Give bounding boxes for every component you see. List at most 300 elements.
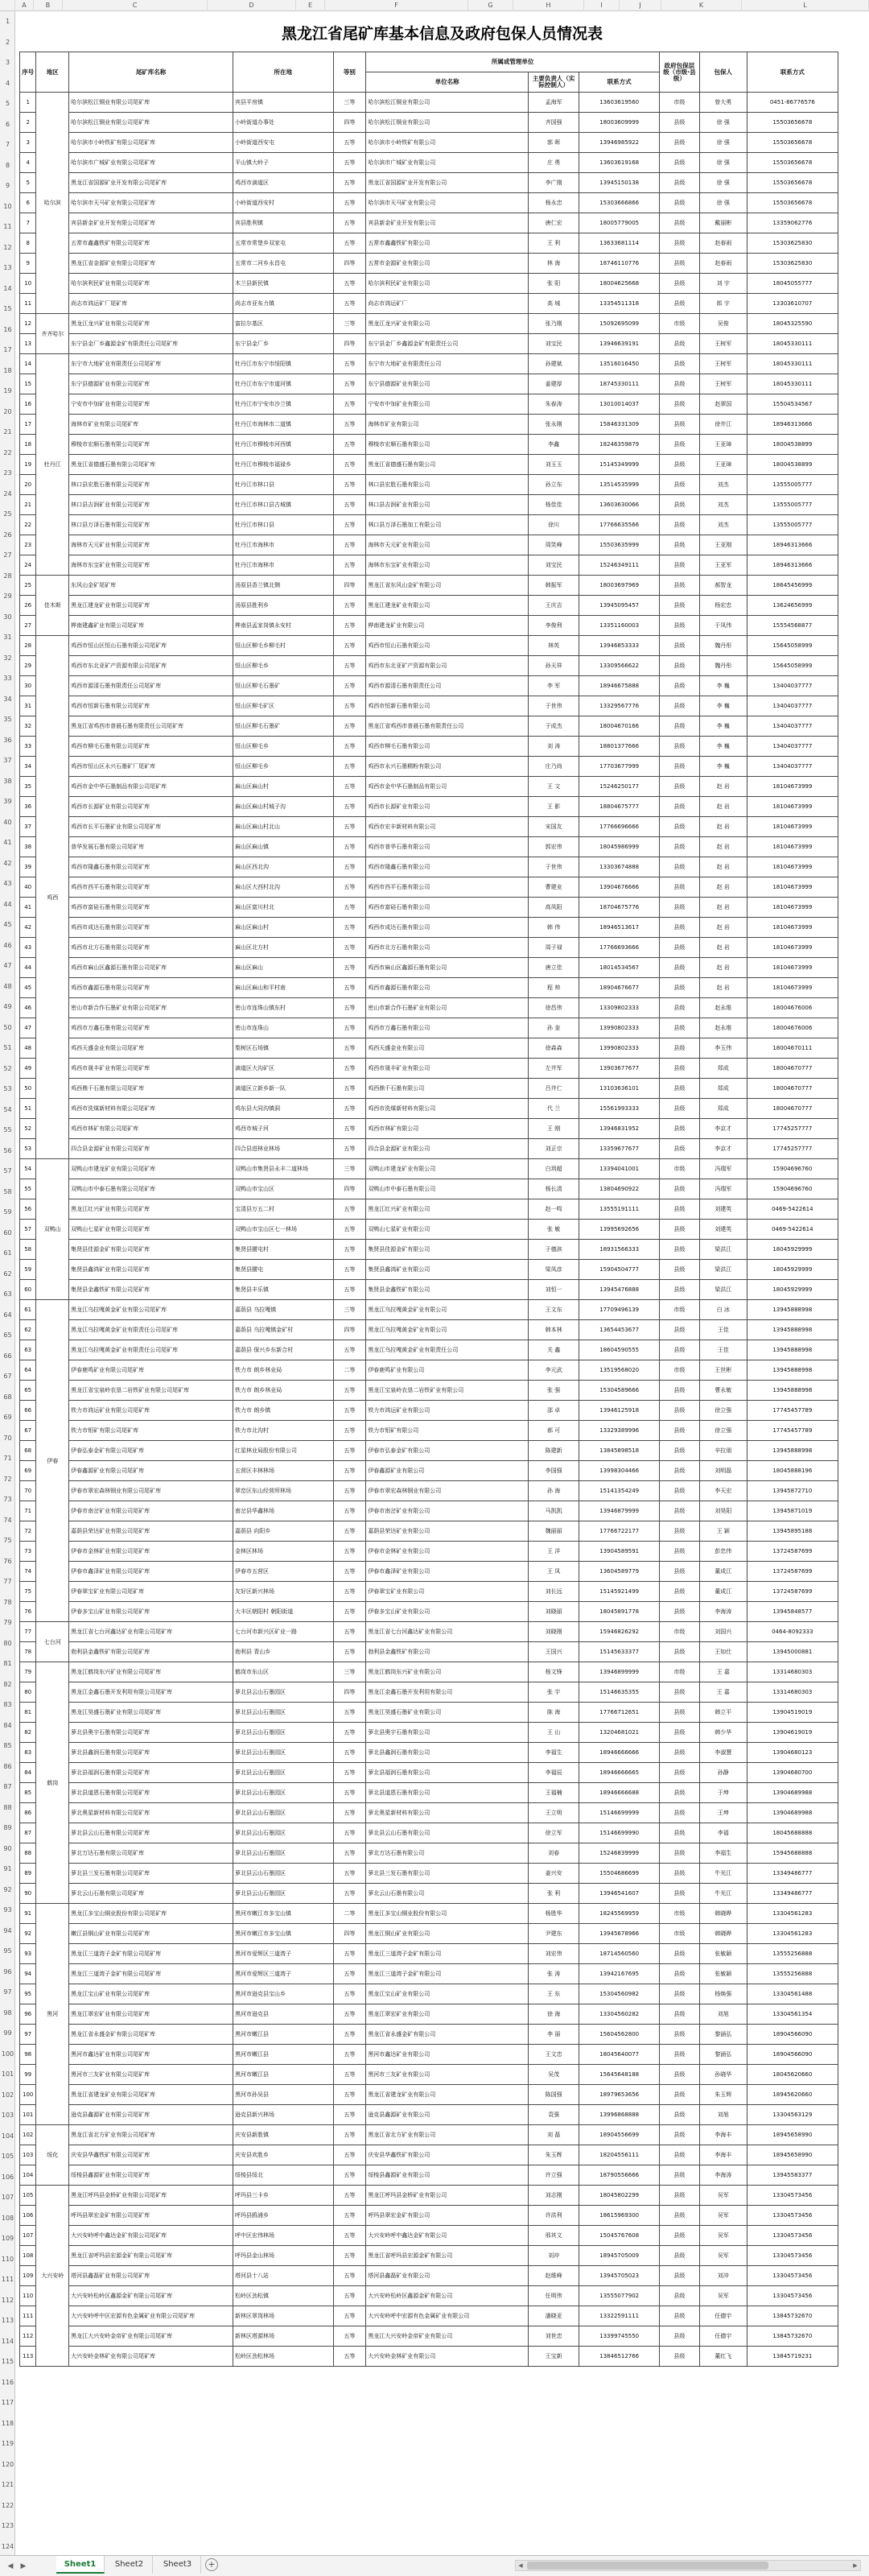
row-gov-level[interactable]: 县级 xyxy=(659,656,699,676)
row-contact-phone[interactable]: 17745257777 xyxy=(747,1119,838,1139)
row-seq[interactable]: 35 xyxy=(20,777,36,797)
row-number[interactable]: 1 xyxy=(5,18,10,25)
row-gov-level[interactable]: 县级 xyxy=(659,435,699,455)
row-number[interactable]: 54 xyxy=(3,1105,12,1113)
row-phone[interactable]: 13846512766 xyxy=(579,2347,660,2367)
row-manager[interactable]: 关 鑫 xyxy=(528,1340,579,1360)
row-phone[interactable]: 18014534567 xyxy=(579,958,660,978)
row-number[interactable]: 26 xyxy=(3,530,12,539)
row-grade[interactable]: 五等 xyxy=(333,213,366,233)
row-gov-level[interactable]: 县级 xyxy=(659,1984,699,2004)
row-gov-level[interactable]: 县级 xyxy=(659,354,699,374)
column-letter[interactable]: C xyxy=(63,0,208,11)
row-address[interactable]: 塔河县十八站 xyxy=(233,2266,333,2286)
row-gov-level[interactable]: 县级 xyxy=(659,2306,699,2326)
row-phone[interactable]: 17703677999 xyxy=(579,757,660,777)
tab-sheet3[interactable]: Sheet3 xyxy=(154,2556,201,2574)
row-contact-person[interactable]: 李 巍 xyxy=(699,737,747,757)
row-contact-phone[interactable]: 13304561283 xyxy=(747,1924,838,1944)
row-unit[interactable]: 塔河县鑫磊矿业有限公司 xyxy=(366,2266,529,2286)
row-contact-person[interactable]: 赵 岩 xyxy=(699,938,747,958)
row-contact-phone[interactable]: 13945888998 xyxy=(747,1381,838,1401)
row-tailings-name[interactable]: 萝北县三发石墨有限公司尾矿库 xyxy=(69,1864,233,1884)
row-manager[interactable]: 马凯凯 xyxy=(528,1501,579,1521)
row-grade[interactable]: 五等 xyxy=(333,2004,366,2025)
row-contact-person[interactable]: 韩立平 xyxy=(699,1703,747,1723)
row-unit[interactable]: 海林市天元矿业有限公司 xyxy=(366,535,529,555)
row-unit[interactable]: 庆安县华鑫铁矿有限公司 xyxy=(366,2145,529,2165)
row-address[interactable]: 嘉荫县 乌拉嘎镇 xyxy=(233,1300,333,1320)
row-gov-level[interactable]: 县级 xyxy=(659,998,699,1018)
row-unit[interactable]: 林口县吉润矿业有限公司 xyxy=(366,495,529,515)
row-phone[interactable]: 15246349111 xyxy=(579,555,660,576)
row-grade[interactable]: 五等 xyxy=(333,938,366,958)
row-gov-level[interactable]: 县级 xyxy=(659,2347,699,2367)
row-unit[interactable]: 萝北县奥宇石墨有限公司 xyxy=(366,1723,529,1743)
row-unit[interactable]: 桦南建龙矿业有限公司 xyxy=(366,616,529,636)
row-address[interactable]: 铁力市北沟村 xyxy=(233,1421,333,1441)
row-unit[interactable]: 萝北县云山石墨有限公司 xyxy=(366,1823,529,1843)
row-phone[interactable]: 18946513617 xyxy=(579,918,660,938)
row-seq[interactable]: 83 xyxy=(20,1743,36,1763)
row-contact-phone[interactable]: 13945871019 xyxy=(747,1501,838,1521)
row-number[interactable]: 122 xyxy=(1,2501,14,2509)
row-unit[interactable]: 黑龙江金鑫石墨开发利用有限公司 xyxy=(366,1682,529,1703)
row-contact-phone[interactable]: 18104673999 xyxy=(747,837,838,857)
row-manager[interactable]: 张乃刚 xyxy=(528,314,579,334)
row-gov-level[interactable]: 县级 xyxy=(659,213,699,233)
row-address[interactable]: 萝北县云山石墨园区 xyxy=(233,1823,333,1843)
row-number[interactable]: 86 xyxy=(3,1762,12,1770)
row-contact-phone[interactable]: 15504534567 xyxy=(747,394,838,415)
row-unit[interactable]: 铁力市钼矿有限公司 xyxy=(366,1421,529,1441)
row-manager[interactable]: 王 山 xyxy=(528,1723,579,1743)
row-seq[interactable]: 64 xyxy=(20,1360,36,1381)
row-unit[interactable]: 绥棱县鑫源矿业有限公司 xyxy=(366,2165,529,2186)
row-contact-phone[interactable]: 13303610707 xyxy=(747,294,838,314)
row-grade[interactable]: 五等 xyxy=(333,1461,366,1481)
row-gov-level[interactable]: 县级 xyxy=(659,254,699,274)
scroll-left-arrow-icon[interactable]: ◀ xyxy=(518,2562,523,2569)
row-tailings-name[interactable]: 塔河县鑫磊矿业有限公司尾矿库 xyxy=(69,2266,233,2286)
row-address[interactable]: 滴道区立新乡新一队 xyxy=(233,1079,333,1099)
row-grade[interactable]: 五等 xyxy=(333,294,366,314)
row-phone[interactable]: 15146635355 xyxy=(579,1682,660,1703)
row-gov-level[interactable]: 县级 xyxy=(659,1521,699,1542)
row-gov-level[interactable]: 县级 xyxy=(659,857,699,877)
row-contact-person[interactable]: 郑成 xyxy=(699,1059,747,1079)
row-contact-person[interactable]: 梁洪江 xyxy=(699,1280,747,1300)
row-gov-level[interactable]: 县级 xyxy=(659,415,699,435)
row-contact-phone[interactable]: 13349486777 xyxy=(747,1864,838,1884)
row-unit[interactable]: 密山市新合作石墨矿业有限公司 xyxy=(366,998,529,1018)
row-tailings-name[interactable]: 集贤县金鑫铁矿有限公司尾矿库 xyxy=(69,1280,233,1300)
row-seq[interactable]: 38 xyxy=(20,837,36,857)
row-seq[interactable]: 60 xyxy=(20,1280,36,1300)
row-manager[interactable]: 孙立东 xyxy=(528,475,579,495)
row-manager[interactable]: 程 帅 xyxy=(528,978,579,998)
row-phone[interactable]: 13354511318 xyxy=(579,294,660,314)
row-contact-person[interactable]: 白 冰 xyxy=(699,1300,747,1320)
row-contact-phone[interactable]: 18045330111 xyxy=(747,334,838,354)
row-contact-phone[interactable]: 15303625830 xyxy=(747,254,838,274)
row-seq[interactable]: 29 xyxy=(20,656,36,676)
row-address[interactable]: 恒山区柳毛乡柳毛村 xyxy=(233,636,333,656)
row-tailings-name[interactable]: 鸡西市隆鑫石墨有限公司尾矿库 xyxy=(69,857,233,877)
column-letter[interactable]: D xyxy=(208,0,296,11)
row-tailings-name[interactable]: 鸡西市恒新石墨有限公司尾矿库 xyxy=(69,696,233,716)
row-number[interactable]: 118 xyxy=(1,2419,14,2427)
row-contact-person[interactable]: 王亚刚 xyxy=(699,535,747,555)
row-tailings-name[interactable]: 黑龙江省德盛石墨有限公司尾矿库 xyxy=(69,455,233,475)
row-contact-person[interactable]: 李福生 xyxy=(699,1843,747,1864)
row-grade[interactable]: 五等 xyxy=(333,1723,366,1743)
row-address[interactable]: 汤原县胜利乡 xyxy=(233,596,333,616)
row-contact-person[interactable]: 赵 岩 xyxy=(699,857,747,877)
row-unit[interactable]: 黑龙江省国源矿业开发有限公司 xyxy=(366,173,529,193)
row-unit[interactable]: 萝北县三发石墨有限公司 xyxy=(366,1864,529,1884)
row-manager[interactable]: 于世伟 xyxy=(528,857,579,877)
row-gov-level[interactable]: 县级 xyxy=(659,2065,699,2085)
row-gov-level[interactable]: 县级 xyxy=(659,1421,699,1441)
row-phone[interactable]: 13946125918 xyxy=(579,1401,660,1421)
row-gov-level[interactable]: 县级 xyxy=(659,1763,699,1783)
row-unit[interactable]: 鸡西市普华石墨有限公司 xyxy=(366,837,529,857)
row-tailings-name[interactable]: 伊春多宝山矿业有限公司尾矿库 xyxy=(69,1602,233,1622)
row-manager[interactable]: 左井军 xyxy=(528,1059,579,1079)
row-phone[interactable]: 13946541607 xyxy=(579,1884,660,1904)
row-phone[interactable]: 13990802333 xyxy=(579,1018,660,1038)
row-tailings-name[interactable]: 普华发展石墨有限公司尾矿库 xyxy=(69,837,233,857)
row-contact-person[interactable]: 辛拉朋 xyxy=(699,1441,747,1461)
row-grade[interactable]: 五等 xyxy=(333,2286,366,2306)
row-address[interactable]: 黑河市嫩江市多宝山镇 xyxy=(233,1924,333,1944)
row-number[interactable]: 89 xyxy=(3,1824,12,1831)
row-contact-person[interactable]: 董成江 xyxy=(699,1582,747,1602)
row-contact-person[interactable]: 赵春雨 xyxy=(699,233,747,254)
row-tailings-name[interactable]: 呼玛县翠宏金矿有限公司尾矿库 xyxy=(69,2206,233,2226)
row-gov-level[interactable]: 市级 xyxy=(659,1924,699,1944)
row-unit[interactable]: 黑河市鑫达矿业有限公司 xyxy=(366,2045,529,2065)
row-tailings-name[interactable]: 哈尔滨市广城矿业有限公司尾矿库 xyxy=(69,153,233,173)
row-manager[interactable]: 李俊利 xyxy=(528,616,579,636)
row-unit[interactable]: 大兴安岭金林矿业有限公司 xyxy=(366,2347,529,2367)
row-seq[interactable]: 103 xyxy=(20,2145,36,2165)
row-seq[interactable]: 87 xyxy=(20,1823,36,1843)
row-gov-level[interactable]: 县级 xyxy=(659,1139,699,1159)
row-unit[interactable]: 伊春翠宝矿业有限公司 xyxy=(366,1582,529,1602)
row-seq[interactable]: 30 xyxy=(20,676,36,696)
row-grade[interactable]: 五等 xyxy=(333,1542,366,1562)
row-contact-phone[interactable]: 15503656678 xyxy=(747,193,838,213)
row-grade[interactable]: 五等 xyxy=(333,193,366,213)
row-grade[interactable]: 五等 xyxy=(333,2125,366,2145)
row-contact-person[interactable]: 张敏颖 xyxy=(699,1964,747,1984)
row-unit[interactable]: 鸡西市洗煤新材料有限公司 xyxy=(366,1099,529,1119)
row-number[interactable]: 44 xyxy=(3,900,12,908)
row-tailings-name[interactable]: 黑河市三友矿业有限公司尾矿库 xyxy=(69,2065,233,2085)
row-address[interactable]: 绥棱县绥北 xyxy=(233,2165,333,2186)
row-unit[interactable]: 黑龙江宝山矿业有限公司 xyxy=(366,1984,529,2004)
row-phone[interactable]: 18005779005 xyxy=(579,213,660,233)
row-unit[interactable]: 黑河市三友矿业有限公司 xyxy=(366,2065,529,2085)
row-contact-person[interactable]: 董成江 xyxy=(699,1562,747,1582)
row-seq[interactable]: 25 xyxy=(20,576,36,596)
row-number[interactable]: 108 xyxy=(1,2214,14,2222)
row-number[interactable]: 50 xyxy=(3,1023,12,1031)
row-grade[interactable]: 五等 xyxy=(333,233,366,254)
row-address[interactable]: 鹤岗市东山区 xyxy=(233,1662,333,1682)
row-gov-level[interactable]: 县级 xyxy=(659,1602,699,1622)
row-seq[interactable]: 7 xyxy=(20,213,36,233)
row-contact-person[interactable]: 吴军 xyxy=(699,2186,747,2206)
row-manager[interactable]: 陈建新 xyxy=(528,1441,579,1461)
row-unit[interactable]: 鸡西市北方石墨有限公司 xyxy=(366,938,529,958)
row-manager[interactable]: 赵维峰 xyxy=(528,2266,579,2286)
row-grade[interactable]: 五等 xyxy=(333,1823,366,1843)
row-phone[interactable]: 15503635999 xyxy=(579,535,660,555)
row-manager[interactable]: 宋国友 xyxy=(528,817,579,837)
row-tailings-name[interactable]: 黑龙江省呼玛县宏源金矿有限公司尾矿库 xyxy=(69,2246,233,2266)
row-address[interactable]: 双鸭山市宝山区七一林场 xyxy=(233,1220,333,1240)
row-address[interactable]: 翠峦区东山经营所林场 xyxy=(233,1481,333,1501)
row-contact-person[interactable]: 王亚璋 xyxy=(699,435,747,455)
row-unit[interactable]: 东宁县德源矿业有限公司 xyxy=(366,374,529,394)
row-phone[interactable]: 13946639191 xyxy=(579,334,660,354)
row-gov-level[interactable]: 县级 xyxy=(659,2105,699,2125)
row-phone[interactable]: 13555077902 xyxy=(579,2286,660,2306)
row-contact-phone[interactable]: 0469-5422614 xyxy=(747,1220,838,1240)
row-unit[interactable]: 鸡西市成达石墨有限公司 xyxy=(366,918,529,938)
row-address[interactable]: 宾县胜利镇 xyxy=(233,213,333,233)
row-tailings-name[interactable]: 萝北县云山石墨有限公司尾矿库 xyxy=(69,1823,233,1843)
row-manager[interactable]: 徐森森 xyxy=(528,1038,579,1059)
row-seq[interactable]: 3 xyxy=(20,133,36,153)
row-seq[interactable]: 95 xyxy=(20,1984,36,2004)
row-unit[interactable]: 逊克县鑫源矿业有限公司 xyxy=(366,2105,529,2125)
row-manager[interactable]: 刘晓丽 xyxy=(528,1602,579,1622)
row-address[interactable]: 恒山区柳毛乡 xyxy=(233,737,333,757)
row-gov-level[interactable]: 县级 xyxy=(659,1743,699,1763)
row-tailings-name[interactable]: 伊春市金林矿业有限公司尾矿库 xyxy=(69,1542,233,1562)
row-tailings-name[interactable]: 尚志市鸿运矿厂尾矿库 xyxy=(69,294,233,314)
row-address[interactable]: 小岭街道西安屯 xyxy=(233,133,333,153)
row-manager[interactable]: 白玥超 xyxy=(528,1159,579,1179)
row-seq[interactable]: 98 xyxy=(20,2045,36,2065)
row-contact-phone[interactable]: 18004676006 xyxy=(747,1018,838,1038)
row-grade[interactable]: 五等 xyxy=(333,596,366,616)
row-gov-level[interactable]: 县级 xyxy=(659,1260,699,1280)
row-tailings-name[interactable]: 萝北县鑫润石墨有限公司尾矿库 xyxy=(69,1743,233,1763)
row-tailings-name[interactable]: 黑龙江昊盛石墨矿业有限公司尾矿库 xyxy=(69,1703,233,1723)
row-address[interactable]: 木兰县新民镇 xyxy=(233,274,333,294)
row-manager[interactable]: 许立强 xyxy=(528,2165,579,2186)
row-number[interactable]: 109 xyxy=(1,2235,14,2242)
row-phone[interactable]: 13945705023 xyxy=(579,2266,660,2286)
row-address[interactable]: 四合县进林业林场 xyxy=(233,1139,333,1159)
row-contact-phone[interactable]: 18104673999 xyxy=(747,958,838,978)
row-grade[interactable]: 五等 xyxy=(333,2186,366,2206)
row-unit[interactable]: 林口县万泽石墨加工有限公司 xyxy=(366,515,529,535)
row-number[interactable]: 2 xyxy=(5,38,10,46)
row-grade[interactable]: 五等 xyxy=(333,2326,366,2347)
row-gov-level[interactable]: 县级 xyxy=(659,1783,699,1803)
row-phone[interactable]: 18003697969 xyxy=(579,576,660,596)
row-seq[interactable]: 57 xyxy=(20,1220,36,1240)
row-contact-phone[interactable]: 18904566090 xyxy=(747,2025,838,2045)
row-contact-person[interactable]: 王世彬 xyxy=(699,1360,747,1381)
row-contact-phone[interactable]: 13945888998 xyxy=(747,1300,838,1320)
row-contact-person[interactable]: 吴军 xyxy=(699,2286,747,2306)
row-grade[interactable]: 四等 xyxy=(333,1320,366,1340)
row-address[interactable]: 双鸭山市集贤县永丰二道林场 xyxy=(233,1159,333,1179)
row-phone[interactable]: 13995692656 xyxy=(579,1220,660,1240)
row-seq[interactable]: 82 xyxy=(20,1723,36,1743)
row-tailings-name[interactable]: 双鸭山七星矿业有限公司尾矿库 xyxy=(69,1220,233,1240)
row-contact-phone[interactable]: 13845719231 xyxy=(747,2347,838,2367)
row-contact-person[interactable]: 冯瑞军 xyxy=(699,1159,747,1179)
row-contact-person[interactable]: 徐立强 xyxy=(699,1401,747,1421)
row-unit[interactable]: 鸡西市东北亚矿产资源有限公司 xyxy=(366,656,529,676)
row-phone[interactable]: 18946666688 xyxy=(579,1783,660,1803)
row-contact-person[interactable]: 王佳 xyxy=(699,1320,747,1340)
row-contact-phone[interactable]: 13904689988 xyxy=(747,1803,838,1823)
row-contact-phone[interactable]: 13555256888 xyxy=(747,1944,838,1964)
row-address[interactable]: 萝北县云山石墨园区 xyxy=(233,1864,333,1884)
row-manager[interactable]: 曹建业 xyxy=(528,877,579,898)
row-gov-level[interactable]: 县级 xyxy=(659,1280,699,1300)
row-unit[interactable]: 五常市鑫鑫铁矿有限公司 xyxy=(366,233,529,254)
row-number[interactable]: 46 xyxy=(3,941,12,949)
row-address[interactable]: 松岭区劲松林场 xyxy=(233,2347,333,2367)
row-manager[interactable]: 代 兰 xyxy=(528,1099,579,1119)
row-number[interactable]: 15 xyxy=(3,305,12,312)
row-manager[interactable]: 林英 xyxy=(528,636,579,656)
row-unit[interactable]: 哈尔滨松江铜业有限公司 xyxy=(366,113,529,133)
row-address[interactable]: 宝清县万五二村 xyxy=(233,1199,333,1220)
row-tailings-name[interactable]: 黑河市鑫达矿业有限公司尾矿库 xyxy=(69,2045,233,2065)
row-contact-person[interactable]: 任德宇 xyxy=(699,2326,747,2347)
row-gov-level[interactable]: 县级 xyxy=(659,274,699,294)
row-address[interactable]: 恒山区柳毛乡 xyxy=(233,656,333,676)
row-manager[interactable]: 徐 海 xyxy=(528,2004,579,2025)
row-contact-phone[interactable]: 13304561488 xyxy=(747,1984,838,2004)
row-contact-person[interactable]: 王树军 xyxy=(699,374,747,394)
row-number[interactable]: 51 xyxy=(3,1044,12,1051)
row-manager[interactable]: 李 军 xyxy=(528,676,579,696)
row-manager[interactable]: 杨永忠 xyxy=(528,193,579,213)
row-unit[interactable]: 哈尔滨市天马矿业有限公司 xyxy=(366,193,529,213)
row-seq[interactable]: 58 xyxy=(20,1240,36,1260)
row-tailings-name[interactable]: 鸡西市东北亚矿产资源有限公司尾矿库 xyxy=(69,656,233,676)
row-address[interactable]: 小岭街道办事处 xyxy=(233,113,333,133)
row-number[interactable]: 121 xyxy=(1,2481,14,2488)
row-address[interactable]: 麻山区麻山村北山 xyxy=(233,817,333,837)
row-contact-person[interactable]: 魏丹彤 xyxy=(699,636,747,656)
column-letter[interactable]: J xyxy=(620,0,661,11)
row-manager[interactable]: 李国强 xyxy=(528,1461,579,1481)
row-manager[interactable]: 李福辰 xyxy=(528,1763,579,1783)
row-seq[interactable]: 8 xyxy=(20,233,36,254)
row-contact-phone[interactable]: 13304573456 xyxy=(747,2186,838,2206)
row-contact-phone[interactable]: 18946313666 xyxy=(747,415,838,435)
row-grade[interactable]: 五等 xyxy=(333,2266,366,2286)
row-tailings-name[interactable]: 鸡西市鑫源石墨有限公司尾矿库 xyxy=(69,978,233,998)
row-manager[interactable]: 孙 奎 xyxy=(528,1018,579,1038)
row-grade[interactable]: 五等 xyxy=(333,1340,366,1360)
row-number[interactable]: 42 xyxy=(3,859,12,867)
row-seq[interactable]: 54 xyxy=(20,1159,36,1179)
row-number[interactable]: 18 xyxy=(3,366,12,374)
row-tailings-name[interactable]: 鸡西市林矿有限公司尾矿库 xyxy=(69,1119,233,1139)
row-address[interactable]: 萝北县云山石墨园区 xyxy=(233,1743,333,1763)
row-gov-level[interactable]: 县级 xyxy=(659,1803,699,1823)
row-unit[interactable]: 伊春市弘泰金矿有限公司 xyxy=(366,1441,529,1461)
row-number[interactable]: 75 xyxy=(3,1537,12,1544)
row-contact-phone[interactable]: 13945848577 xyxy=(747,1602,838,1622)
row-gov-level[interactable]: 县级 xyxy=(659,1381,699,1401)
row-phone[interactable]: 13945095457 xyxy=(579,596,660,616)
row-tailings-name[interactable]: 鸡西市金中华石墨制品有限公司尾矿库 xyxy=(69,777,233,797)
row-phone[interactable]: 18931566333 xyxy=(579,1240,660,1260)
row-number[interactable]: 47 xyxy=(3,962,12,969)
row-contact-phone[interactable]: 18645456999 xyxy=(747,576,838,596)
row-tailings-name[interactable]: 黑龙江省鸡西市普晨石墨有限责任公司尾矿库 xyxy=(69,716,233,737)
row-contact-person[interactable]: 刘建英 xyxy=(699,1199,747,1220)
row-number[interactable]: 68 xyxy=(3,1393,12,1401)
row-seq[interactable]: 41 xyxy=(20,898,36,918)
row-manager[interactable]: 刘志刚 xyxy=(528,2186,579,2206)
row-unit[interactable]: 伊春鹿鸣矿业有限公司 xyxy=(366,1360,529,1381)
row-contact-phone[interactable]: 15554568877 xyxy=(747,616,838,636)
scrollbar-thumb[interactable] xyxy=(527,2562,768,2570)
row-contact-person[interactable]: 刘昊阳 xyxy=(699,1501,747,1521)
row-address[interactable]: 平山镇大岭子 xyxy=(233,153,333,173)
row-contact-person[interactable]: 刘 宇 xyxy=(699,274,747,294)
row-manager[interactable]: 郝 可 xyxy=(528,1421,579,1441)
row-contact-phone[interactable]: 18004670777 xyxy=(747,1059,838,1079)
row-contact-phone[interactable]: 15303625830 xyxy=(747,233,838,254)
row-tailings-name[interactable]: 绥棱县鑫源矿业有限公司尾矿库 xyxy=(69,2165,233,2186)
row-contact-person[interactable]: 黎涵弘 xyxy=(699,2025,747,2045)
row-number[interactable]: 30 xyxy=(3,613,12,621)
row-grade[interactable]: 五等 xyxy=(333,1642,366,1662)
row-manager[interactable]: 高 城 xyxy=(528,294,579,314)
row-contact-phone[interactable]: 13624656999 xyxy=(747,596,838,616)
row-manager[interactable]: 王 文 xyxy=(528,777,579,797)
row-grade[interactable]: 五等 xyxy=(333,2306,366,2326)
row-contact-person[interactable]: 李京才 xyxy=(699,1119,747,1139)
row-manager[interactable]: 王庆吉 xyxy=(528,596,579,616)
row-contact-phone[interactable]: 18946313666 xyxy=(747,535,838,555)
row-seq[interactable]: 27 xyxy=(20,616,36,636)
row-tailings-name[interactable]: 海林市天元矿业有限公司尾矿库 xyxy=(69,535,233,555)
row-seq[interactable]: 48 xyxy=(20,1038,36,1059)
row-address[interactable]: 呼中区宏伟林场 xyxy=(233,2226,333,2246)
row-contact-phone[interactable]: 15645058999 xyxy=(747,636,838,656)
row-seq[interactable]: 11 xyxy=(20,294,36,314)
row-seq[interactable]: 39 xyxy=(20,857,36,877)
row-gov-level[interactable]: 县级 xyxy=(659,877,699,898)
row-seq[interactable]: 26 xyxy=(20,596,36,616)
row-seq[interactable]: 76 xyxy=(20,1602,36,1622)
row-seq[interactable]: 61 xyxy=(20,1300,36,1320)
row-phone[interactable]: 13329567776 xyxy=(579,696,660,716)
row-number[interactable]: 45 xyxy=(3,921,12,928)
row-grade[interactable]: 五等 xyxy=(333,1119,366,1139)
row-contact-person[interactable]: 郑成 xyxy=(699,1099,747,1119)
row-contact-phone[interactable]: 18004676006 xyxy=(747,998,838,1018)
